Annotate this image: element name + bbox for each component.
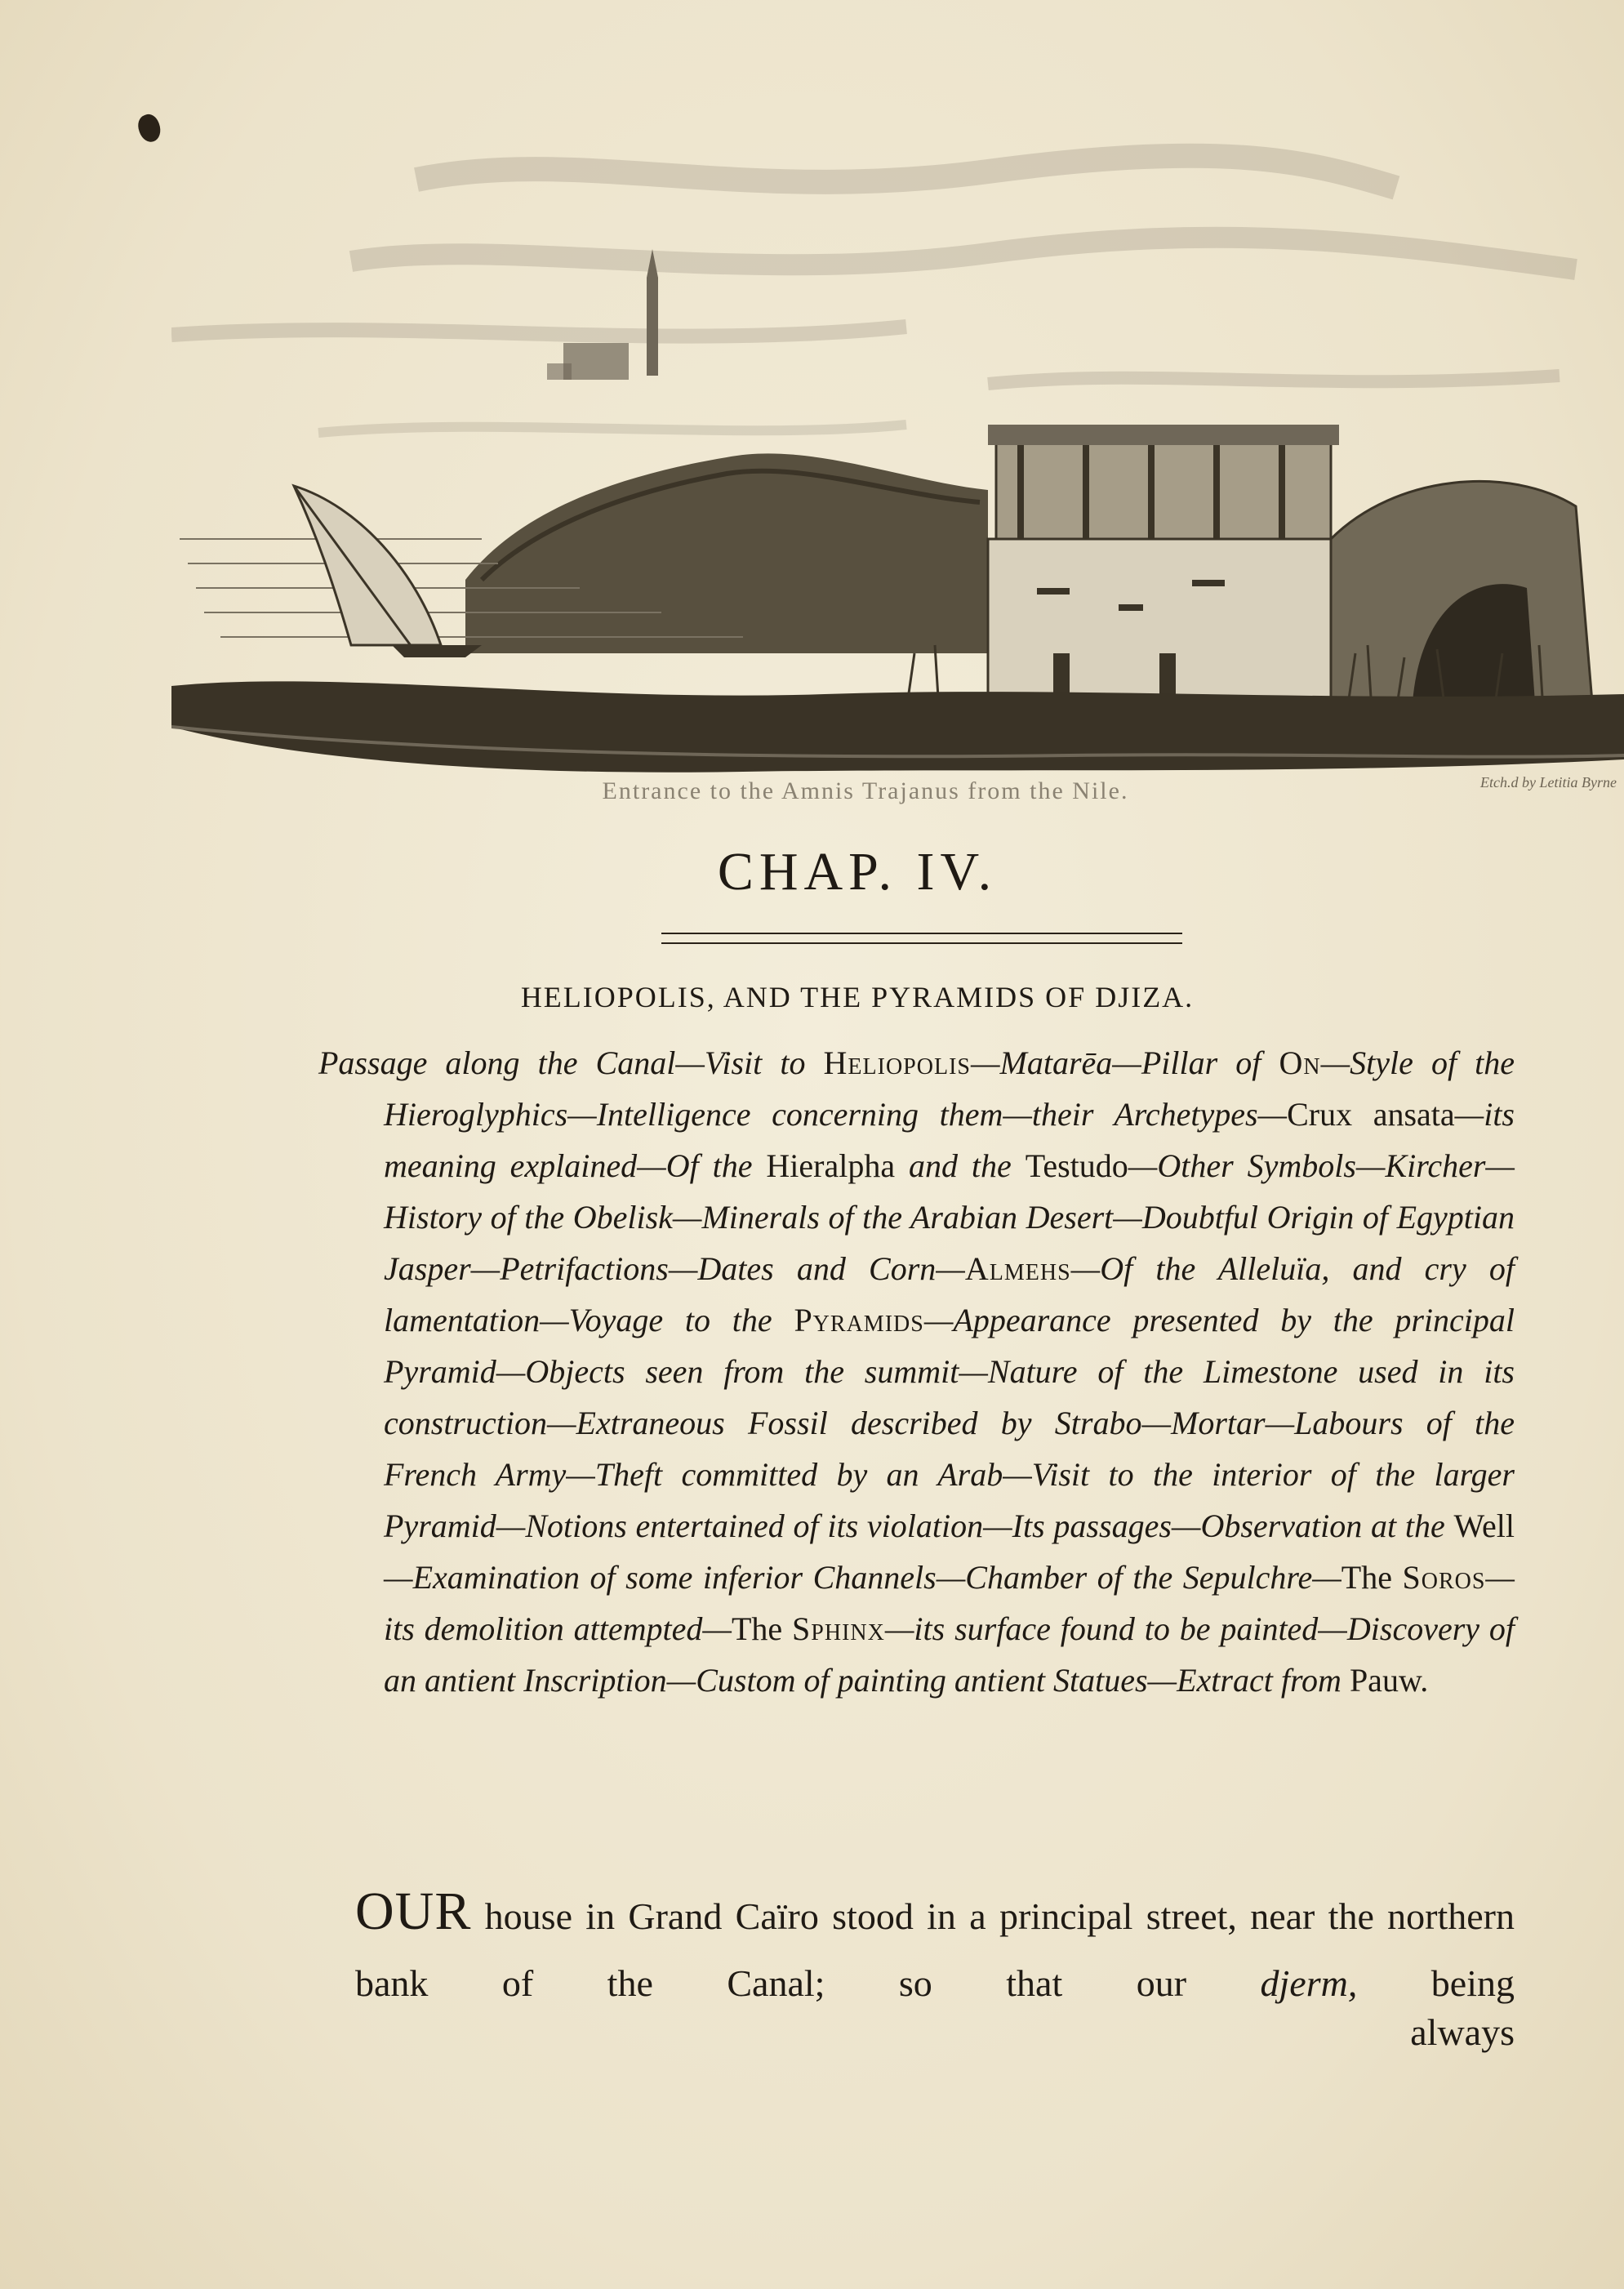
synopsis-run: The [731, 1610, 793, 1647]
plate-caption: Entrance to the Amnis Trajanus from the Nile. [602, 777, 1129, 804]
synopsis-run: —Matarēa—Pillar of [970, 1044, 1279, 1081]
synopsis-run: Passage along the Canal—Visit to [318, 1044, 824, 1081]
chapter-synopsis [318, 1037, 1515, 1706]
synopsis-run: Sphinx [792, 1610, 885, 1647]
body-emph: djerm, [1260, 1962, 1358, 2004]
synopsis-run: —Style of the Hieroglyphics—Intelligence concerning them—their Archetypes— [384, 1044, 1515, 1133]
synopsis-run: Almehs [964, 1250, 1071, 1287]
synopsis-run: Soros [1402, 1559, 1486, 1596]
drop-cap: OUR [355, 1882, 472, 1941]
synopsis-run: —its demolition attempted— [384, 1559, 1515, 1647]
synopsis-run: —Examination of some inferior Channels—Chamber of the Sepulchre— [384, 1559, 1341, 1596]
synopsis-run: The [1341, 1559, 1403, 1596]
synopsis-run: and the [895, 1147, 1026, 1184]
body-paragraph [355, 1878, 1515, 2017]
catchword: always [1410, 2011, 1515, 2053]
chapter-subtitle: HELIOPOLIS, AND THE PYRAMIDS OF DJIZA. [520, 981, 1195, 1013]
sailboat [294, 486, 482, 657]
ruined-building [988, 425, 1339, 702]
synopsis-run: Crux ansata [1287, 1096, 1455, 1133]
synopsis-run: Hieralpha [766, 1147, 896, 1184]
double-rule [661, 933, 1182, 944]
clouds [171, 156, 1576, 433]
synopsis-run: —Appearance presented by the principal Pyramid—Objects seen from the summit—Nature of the Limestone used in its construction—Extraneous Fossil described by Strabo—Mortar—Labours of the French Army—Theft committed by an Arab—Visit to the interior of the larger Pyramid—Notions entertained of its violation—Its passages—Observation at the [384, 1302, 1515, 1544]
chapter-title: CHAP. IV. [717, 842, 998, 902]
body-text-2: being [1357, 1962, 1515, 2004]
synopsis-run: On [1279, 1044, 1321, 1081]
synopsis-run: Pauw. [1349, 1662, 1429, 1699]
synopsis-run: Well [1453, 1507, 1515, 1544]
synopsis-run: —Other Symbols—Kircher—History of the Obelisk—Minerals of the Arabian Desert—Doubtful Origin of Egyptian Jasper—Petrifactions—Dates and Corn— [384, 1147, 1515, 1287]
body-text-1: house in Grand Caïro stood in a principal street, near the northern bank of the Canal; so that our [355, 1895, 1515, 2004]
ink-blot [135, 112, 164, 145]
synopsis-run: Pyramids [794, 1302, 924, 1338]
engraving-plate [171, 82, 1624, 784]
hill [465, 453, 988, 653]
synopsis-run: —its surface found to be painted—Discovery of an antient Inscription—Custom of painting antient Statues—Extract from [384, 1610, 1515, 1699]
synopsis-run: Heliopolis [823, 1044, 971, 1081]
synopsis-run: —Of the Alleluïa, and cry of lamentation—Voyage to the [384, 1250, 1515, 1338]
synopsis-run: Testudo [1025, 1147, 1128, 1184]
synopsis-run: —its meaning explained—Of the [384, 1096, 1515, 1184]
engraver-credit: Etch.d by Letitia Byrne [1480, 774, 1617, 790]
